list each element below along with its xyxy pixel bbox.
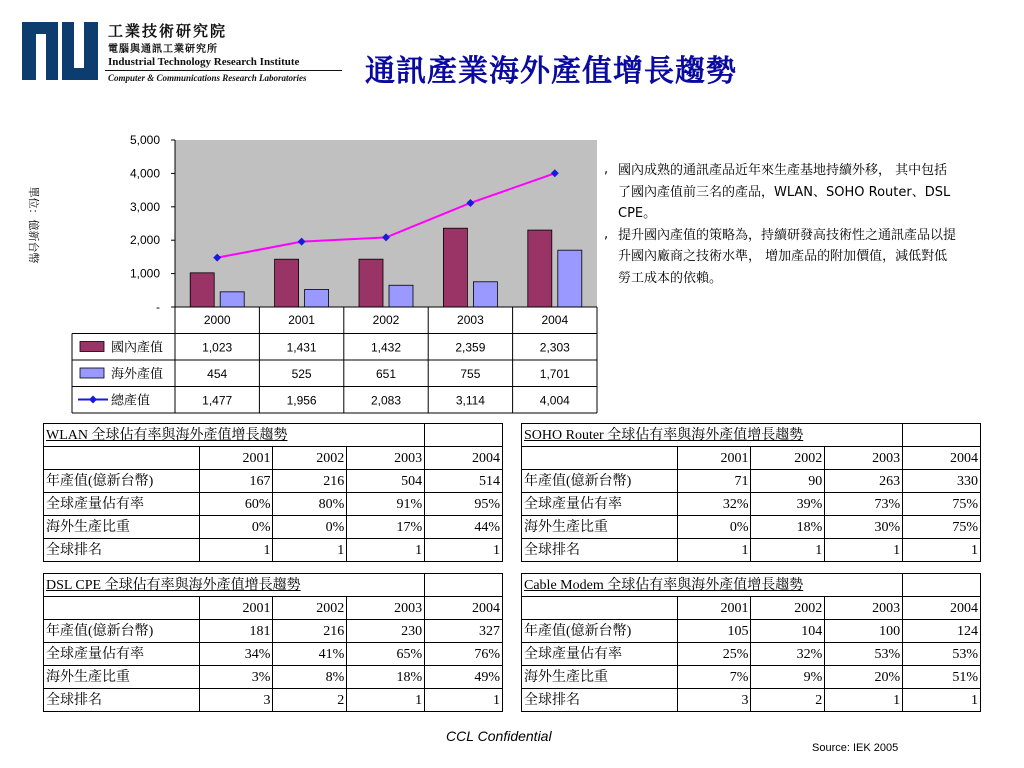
table-cell: 100 (825, 620, 903, 643)
year-header: 2001 (677, 597, 751, 620)
table-cell: 1 (825, 689, 903, 712)
row-label: 海外生產比重 (44, 666, 200, 689)
logo-lab-name-en: Computer & Communications Research Laboratories (108, 73, 307, 83)
table-cell: 1 (347, 539, 425, 562)
year-header: 2002 (751, 597, 825, 620)
table-title-row (44, 424, 503, 447)
table-row (44, 493, 503, 516)
year-header: 2003 (825, 597, 903, 620)
table-cell: 263 (825, 470, 903, 493)
data-label: 4,004 (539, 393, 570, 408)
table-row (522, 620, 981, 643)
data-label: 1,432 (370, 340, 402, 355)
table-cell: 2 (751, 689, 825, 712)
table-row (522, 539, 981, 562)
note-item (600, 160, 960, 225)
row-label: 全球排名 (44, 689, 200, 712)
data-label: 2,359 (455, 340, 486, 355)
empty-cell (347, 424, 425, 447)
year-header: 2003 (825, 447, 903, 470)
table-cell: 1 (903, 539, 981, 562)
table-cell: 504 (347, 470, 425, 493)
data-label: 1,701 (539, 367, 570, 381)
table-cell: 105 (677, 620, 751, 643)
table-cell: 1 (677, 539, 751, 562)
row-label: 全球排名 (522, 539, 678, 562)
year-header: 2004 (425, 447, 503, 470)
data-label: 2,303 (539, 340, 570, 355)
row-label: 年產值(億新台幣) (522, 470, 678, 493)
bar-0 (528, 230, 552, 307)
bar-1 (305, 289, 329, 307)
table-cell: 34% (199, 643, 273, 666)
table-row (522, 666, 981, 689)
y-tick-label: 5,000 (129, 133, 160, 147)
legend-swatch (80, 368, 104, 378)
table-header-row (44, 597, 503, 620)
table-cell: 3 (199, 689, 273, 712)
year-header: 2002 (751, 447, 825, 470)
y-tick-label: 3,000 (129, 199, 160, 214)
table-cell: 1 (825, 539, 903, 562)
legend-label: 總產值 (111, 393, 151, 409)
table-cell: 330 (903, 470, 981, 493)
table-title: SOHO Router 全球佔有率與海外產值增長趨勢 (522, 424, 825, 447)
row-label: 年產值(億新台幣) (44, 470, 200, 493)
table-cell: 230 (347, 620, 425, 643)
dsl-cpe-trend-table (43, 573, 503, 712)
bar-1 (473, 282, 497, 307)
table-row (44, 516, 503, 539)
table-header-row (522, 447, 981, 470)
table-cell: 2 (273, 689, 347, 712)
x-category-label: 2003 (457, 313, 484, 327)
table-cell: 53% (825, 643, 903, 666)
table-cell: 51% (903, 666, 981, 689)
bar-0 (443, 228, 467, 307)
table-header-row (522, 597, 981, 620)
table-title: DSL CPE 全球佔有率與海外產值增長趨勢 (44, 574, 347, 597)
table-cell: 327 (425, 620, 503, 643)
table-title-row (522, 424, 981, 447)
table-cell: 9% (751, 666, 825, 689)
table-cell: 8% (273, 666, 347, 689)
table-row (522, 470, 981, 493)
table-row (522, 516, 981, 539)
table-cell: 91% (347, 493, 425, 516)
legend-label: 海外產值 (111, 367, 164, 382)
row-label: 全球產量佔有率 (44, 643, 200, 666)
empty-cell (44, 597, 200, 620)
data-label: 3,114 (455, 393, 485, 408)
table-cell: 0% (199, 516, 273, 539)
table-cell: 3 (677, 689, 751, 712)
wlan-trend-table (43, 423, 503, 562)
table-cell: 216 (273, 470, 347, 493)
table-header-row (44, 447, 503, 470)
year-header: 2002 (273, 447, 347, 470)
table-cell: 90 (751, 470, 825, 493)
table-cell: 95% (425, 493, 503, 516)
note-item (600, 225, 960, 290)
bar-0 (190, 273, 214, 307)
row-label: 全球產量佔有率 (44, 493, 200, 516)
data-label: 454 (207, 367, 228, 381)
empty-cell (425, 574, 503, 597)
source-label: Source: IEK 2005 (812, 742, 899, 754)
soho-router-trend-table (521, 423, 981, 562)
table-cell: 7% (677, 666, 751, 689)
y-tick-label: 2,000 (129, 233, 160, 248)
table-cell: 1 (903, 689, 981, 712)
legend-swatch (80, 342, 104, 352)
data-label: 525 (291, 367, 312, 381)
table-row (44, 689, 503, 712)
notes-panel (600, 160, 960, 289)
table-cell: 181 (199, 620, 273, 643)
table-row (44, 643, 503, 666)
data-label: 755 (460, 367, 481, 381)
legend-marker (89, 396, 97, 404)
table-cell: 124 (903, 620, 981, 643)
row-label: 全球產量佔有率 (522, 493, 678, 516)
x-category-label: 2004 (541, 313, 569, 327)
table-cell: 1 (347, 689, 425, 712)
data-label: 2,083 (370, 393, 402, 408)
table-cell: 73% (825, 493, 903, 516)
note-bullet: , (604, 226, 609, 242)
table-cell: 75% (903, 516, 981, 539)
cable-modem-trend-table (521, 573, 981, 712)
table-row (522, 643, 981, 666)
table-cell: 3% (199, 666, 273, 689)
year-header: 2003 (347, 597, 425, 620)
table-cell: 18% (751, 516, 825, 539)
table-cell: 1 (425, 539, 503, 562)
table-cell: 0% (677, 516, 751, 539)
table-title-row (44, 574, 503, 597)
row-label: 全球排名 (522, 689, 678, 712)
table-cell: 80% (273, 493, 347, 516)
note-bullet: , (604, 162, 609, 177)
empty-cell (347, 574, 425, 597)
year-header: 2001 (677, 447, 751, 470)
table-cell: 1 (273, 539, 347, 562)
logo-lab-name-zh: 電腦與通訊工業研究所 (108, 44, 218, 55)
table-cell: 1 (751, 539, 825, 562)
table-cell: 167 (199, 470, 273, 493)
empty-cell (825, 424, 903, 447)
year-header: 2002 (273, 597, 347, 620)
logo-org-name-zh: 工業技術研究院 (108, 22, 228, 40)
empty-cell (425, 424, 503, 447)
table-row (522, 493, 981, 516)
table-cell: 75% (903, 493, 981, 516)
year-header: 2001 (199, 447, 273, 470)
table-row (522, 689, 981, 712)
empty-cell (522, 597, 678, 620)
table-title: WLAN 全球佔有率與海外產值增長趨勢 (44, 424, 347, 447)
note-text: 國內成熟的通訊產品近年來生產基地持續外移， 其中包括了國內產值前三名的產品，WLAN、SOHO Router、DSL CPE。 (618, 163, 951, 221)
legend-label: 國內產值 (111, 340, 164, 356)
table-cell: 76% (425, 643, 503, 666)
year-header: 2003 (347, 447, 425, 470)
confidential-label: CCL Confidential (446, 728, 552, 744)
table-cell: 0% (273, 516, 347, 539)
y-tick-label: - (156, 300, 160, 314)
logo-org-name-en: Industrial Technology Research Institute (108, 56, 300, 68)
data-label: 1,956 (286, 393, 317, 408)
x-category-label: 2000 (203, 313, 231, 327)
bar-1 (220, 292, 244, 307)
data-label: 1,023 (202, 340, 233, 355)
empty-cell (522, 447, 678, 470)
table-cell: 216 (273, 620, 347, 643)
table-title-row (522, 574, 981, 597)
table-cell: 30% (825, 516, 903, 539)
data-label: 1,477 (202, 393, 233, 408)
table-cell: 53% (903, 643, 981, 666)
table-cell: 32% (677, 493, 751, 516)
row-label: 全球產量佔有率 (522, 643, 678, 666)
table-cell: 39% (751, 493, 825, 516)
y-tick-label: 1,000 (129, 266, 160, 281)
page-title: 通訊產業海外產值增長趨勢 (365, 54, 737, 89)
data-label: 1,431 (286, 340, 317, 355)
table-cell: 20% (825, 666, 903, 689)
table-cell: 65% (347, 643, 425, 666)
y-tick-label: 4,000 (129, 166, 160, 181)
data-label: 651 (375, 367, 397, 381)
year-header: 2004 (903, 447, 981, 470)
bar-0 (275, 259, 299, 307)
row-label: 年產值(億新台幣) (44, 620, 200, 643)
table-cell: 17% (347, 516, 425, 539)
table-cell: 60% (199, 493, 273, 516)
table-title: Cable Modem 全球佔有率與海外產值增長趨勢 (522, 574, 825, 597)
bar-1 (558, 250, 582, 307)
row-label: 全球排名 (44, 539, 200, 562)
x-category-label: 2002 (372, 313, 400, 327)
year-header: 2004 (903, 597, 981, 620)
row-label: 年產值(億新台幣) (522, 620, 678, 643)
bar-1 (389, 285, 413, 307)
bar-0 (359, 259, 383, 307)
row-label: 海外生產比重 (522, 666, 678, 689)
year-header: 2004 (425, 597, 503, 620)
year-header: 2001 (199, 597, 273, 620)
empty-cell (44, 447, 200, 470)
table-cell: 44% (425, 516, 503, 539)
table-row (44, 666, 503, 689)
table-cell: 1 (425, 689, 503, 712)
note-text: 提升國內產值的策略為，持續研發高技術性之通訊產品以提升國內廠商之技術水準， 增加產品的附加價值，減低對低勞工成本的依賴。 (618, 227, 957, 286)
empty-cell (903, 424, 981, 447)
row-label: 海外生產比重 (522, 516, 678, 539)
row-label: 海外生產比重 (44, 516, 200, 539)
empty-cell (825, 574, 903, 597)
x-category-label: 2001 (288, 313, 315, 327)
table-cell: 18% (347, 666, 425, 689)
table-cell: 41% (273, 643, 347, 666)
table-row (44, 539, 503, 562)
table-cell: 1 (199, 539, 273, 562)
table-row (44, 470, 503, 493)
table-cell: 514 (425, 470, 503, 493)
table-cell: 25% (677, 643, 751, 666)
table-cell: 71 (677, 470, 751, 493)
table-cell: 104 (751, 620, 825, 643)
table-cell: 49% (425, 666, 503, 689)
y-axis-label: 單位：億新台幣 (27, 186, 40, 264)
table-row (44, 620, 503, 643)
table-cell: 32% (751, 643, 825, 666)
empty-cell (903, 574, 981, 597)
